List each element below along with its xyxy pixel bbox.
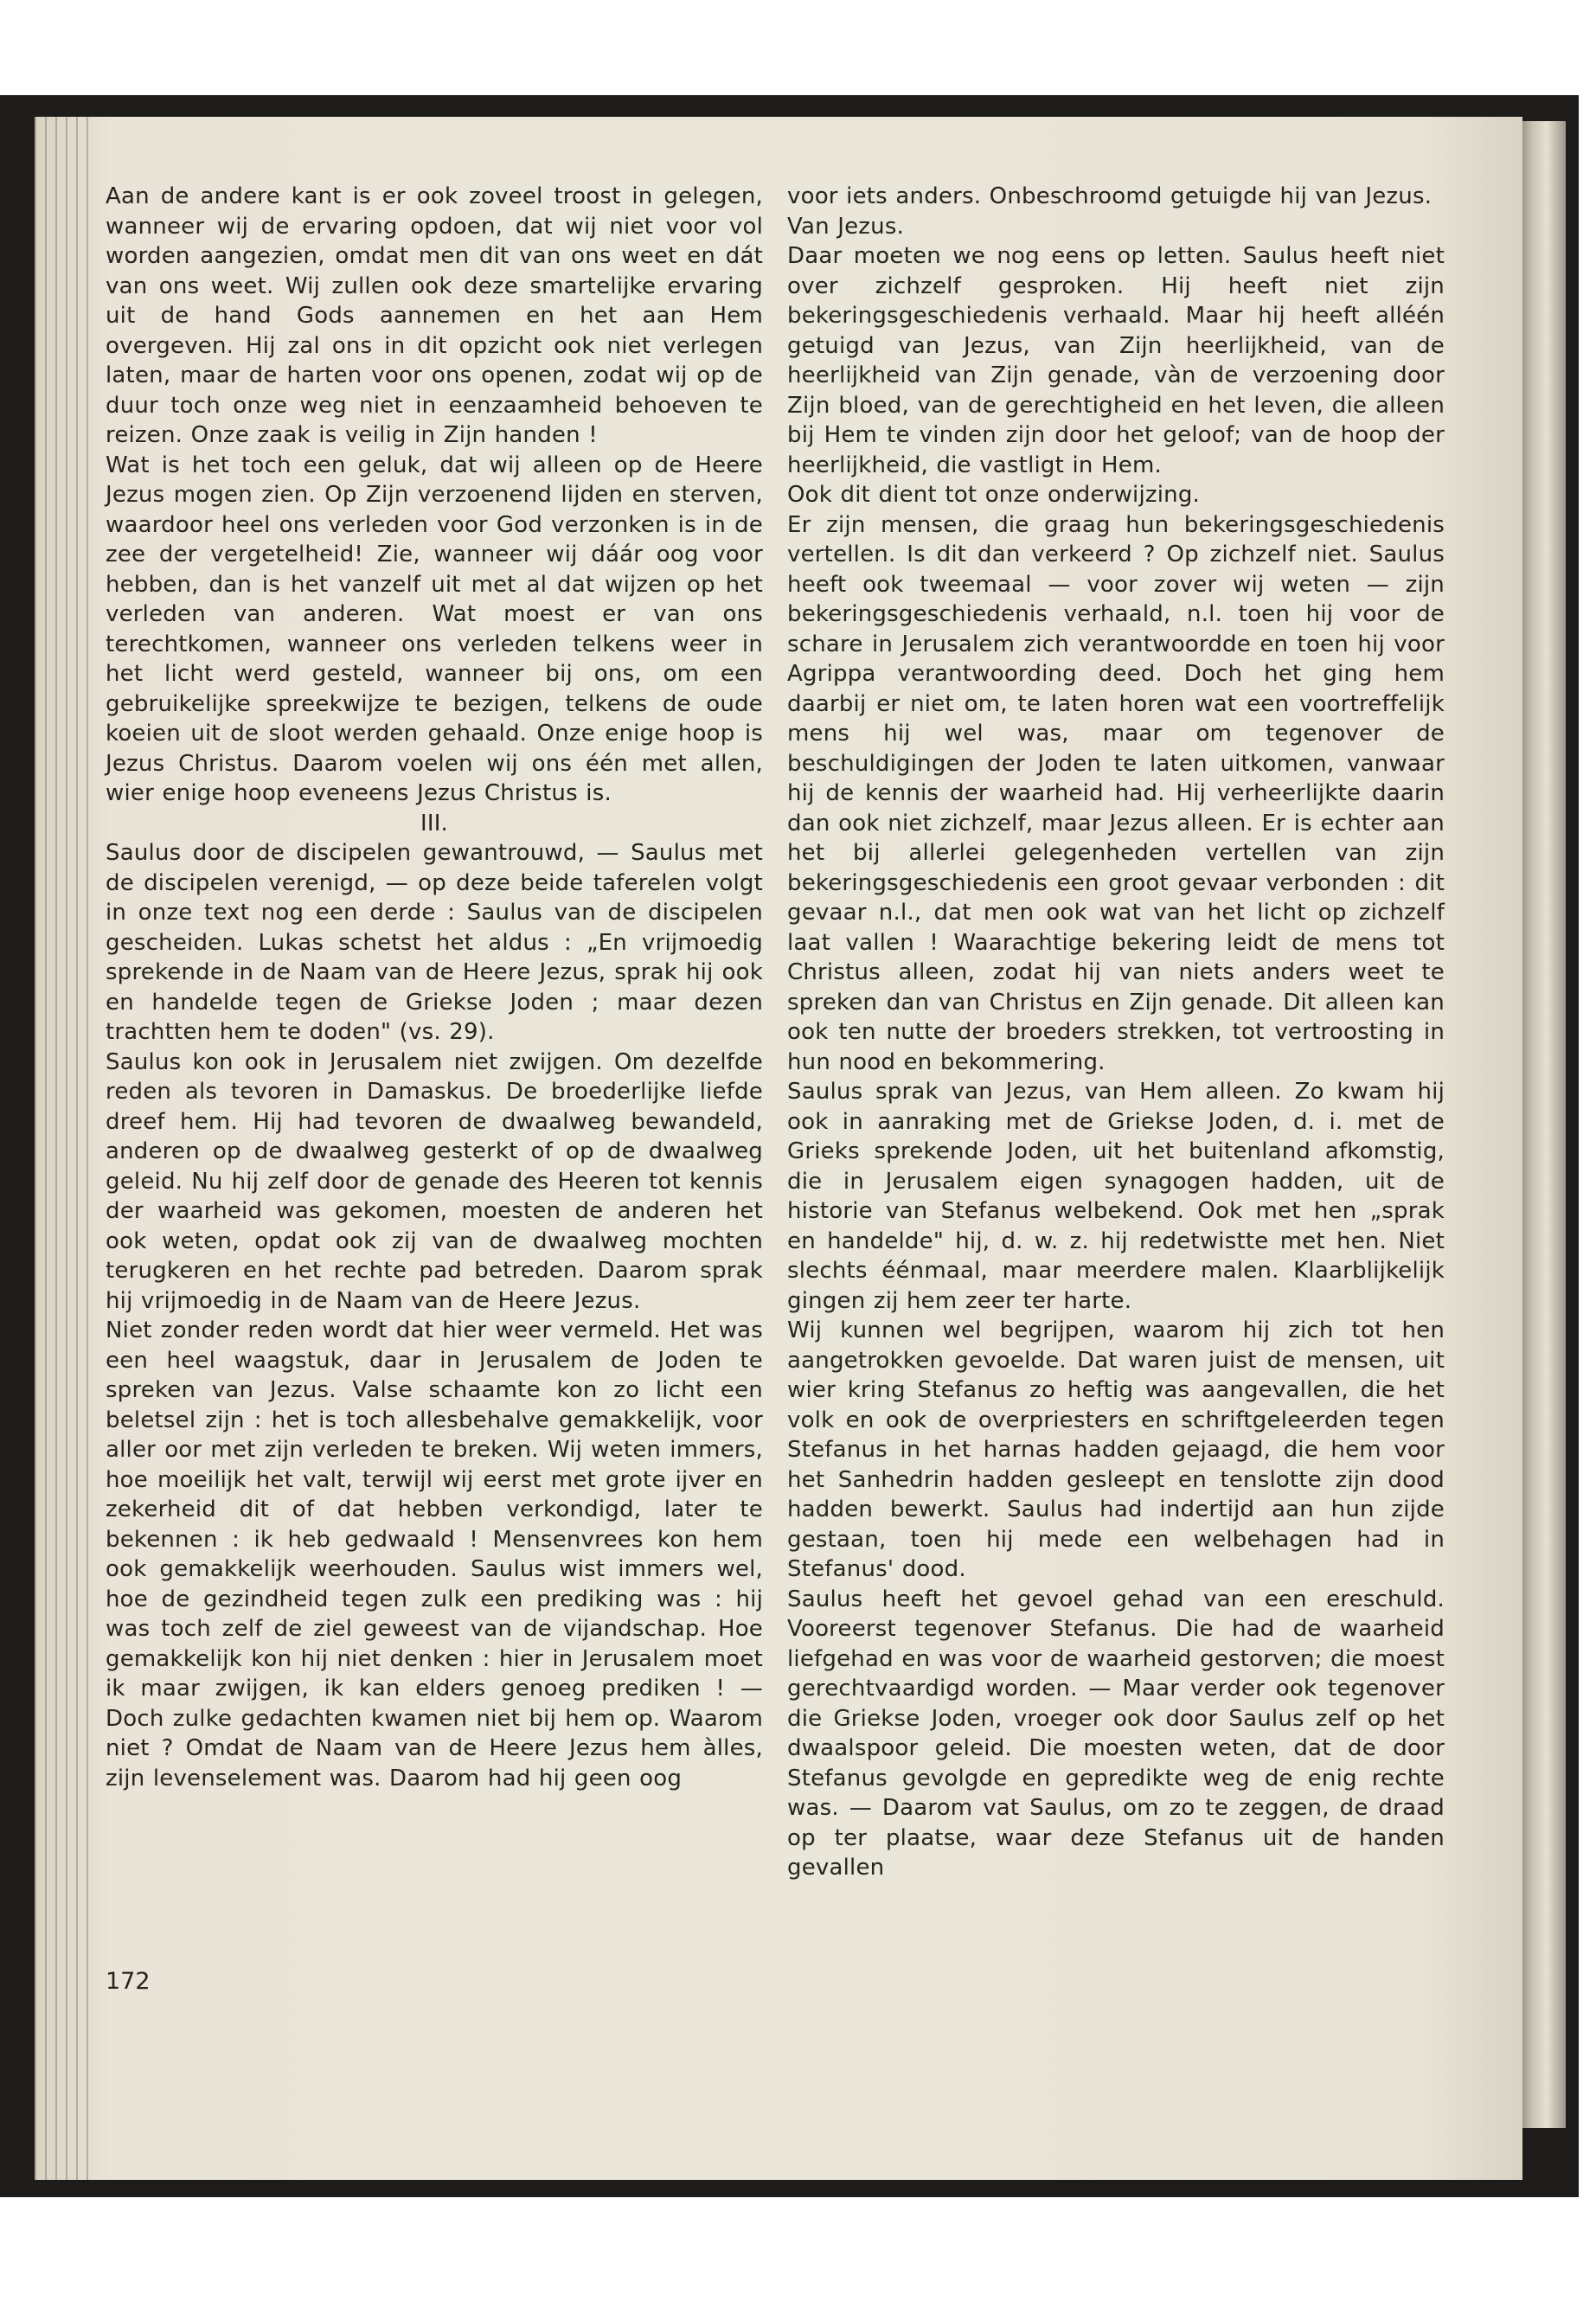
paragraph: Aan de andere kant is er ook zoveel troost in gelegen, wanneer wij de ervaring opdoen, dat wij niet voor vol worden aangezien, omdat men dit van ons weet en dát van ons weet. Wij zullen ook deze smartelijke ervaring uit de hand Gods aannemen en het aan Hem overgeven. Hij zal ons in dit opzicht ook niet verlegen laten, maar de harten voor ons openen, zodat wij op de duur toch onze weg niet in eenzaamheid behoeven te reizen. Onze zaak is veilig in Zijn handen ! bbox=[106, 183, 763, 448]
book-page-edges bbox=[1518, 121, 1566, 2128]
section-number: III. bbox=[420, 810, 449, 836]
paragraph: Saulus door de discipelen gewantrouwd, — Saulus met de discipelen verenigd, — op deze beide taferelen volgt in onze text nog een derde : Saulus van de discipelen gescheiden. Lukas schetst het aldus : „En vrijmoedig sprekende in de Naam van de Heere Jezus, sprak hij ook en handelde tegen de Griekse Joden ; maar dezen trachtten hem te doden" (vs. 29). bbox=[106, 840, 763, 1045]
page-gutter bbox=[35, 117, 95, 2180]
left-text-column bbox=[106, 182, 763, 1793]
paragraph: Saulus heeft het gevoel gehad van een ereschuld. Vooreerst tegenover Stefanus. Die had de waarheid liefgehad en was voor de waarheid gestorven; die moest gerechtvaardigd worden. — Maar verder ook tegenover die Griekse Joden, vroeger ook door Saulus zelf op het dwaalspoor geleid. Die moesten weten, dat de door Stefanus gevolgde en gepredikte weg de enig rechte was. — Daarom vat Saulus, om zo te zeggen, de draad op ter plaatse, waar deze Stefanus uit de handen gevallen bbox=[787, 1586, 1445, 1881]
paragraph: Wat is het toch een geluk, dat wij alleen op de Heere Jezus mogen zien. Op Zijn verzoenend lijden en sterven, waardoor heel ons verleden voor God verzonken is in de zee der vergetelheid! Zie, wanneer wij dáár oog voor hebben, dan is het vanzelf uit met al dat wijzen op het verleden van anderen. Wat moest er van ons terechtkomen, wanneer ons verleden telkens weer in het licht werd gesteld, wanneer bij ons, om een gebruikelijke spreekwijze te bezigen, telkens de oude koeien uit de sloot werden gehaald. Onze enige hoop is Jezus Christus. Daarom voelen wij ons één met allen, wier enige hoop eveneens Jezus Christus is. bbox=[106, 452, 763, 806]
paragraph: Wij kunnen wel begrijpen, waarom hij zich tot hen aangetrokken gevoelde. Dat waren juist de mensen, uit wier kring Stefanus zo heftig was aangevallen, die het volk en ook de overpriesters en schriftgeleerden tegen Stefanus in het harnas hadden gejaagd, die hem voor het Sanhedrin hadden gesleept en tenslotte zijn dood hadden bewerkt. Saulus had indertijd aan hun zijde gestaan, toen hij mede een welbehagen had in Stefanus' dood. bbox=[787, 1317, 1445, 1582]
page-number: 172 bbox=[106, 1968, 151, 1995]
paragraph: Saulus sprak van Jezus, van Hem alleen. Zo kwam hij ook in aanraking met de Griekse Joden, d. i. met de Grieks sprekende Joden, uit het buitenland afkomstig, die in Jerusalem eigen synagogen hadden, uit de historie van Stefanus welbekend. Ook met hen „sprak en handelde" hij, d. w. z. hij redetwistte met hen. Niet slechts éénmaal, maar meerdere malen. Klaarblijkelijk gingen zij hem zeer ter harte. bbox=[787, 1079, 1445, 1314]
right-text-column bbox=[787, 182, 1445, 1883]
paragraph: Ook dit dient tot onze onderwijzing. bbox=[787, 482, 1201, 508]
paragraph: Saulus kon ook in Jerusalem niet zwijgen. Om dezelfde reden als tevoren in Damaskus. De broederlijke liefde dreef hem. Hij had tevoren de dwaalweg bewandeld, anderen op de dwaalweg gesterkt of op de dwaalweg geleid. Nu hij zelf door de genade des Heeren tot kennis der waarheid was gekomen, moesten de anderen het ook weten, opdat ook zij van de dwaalweg mochten terugkeren en het rechte pad betreden. Daarom sprak hij vrijmoedig in de Naam van de Heere Jezus. bbox=[106, 1048, 763, 1314]
paragraph: voor iets anders. Onbeschroomd getuigde hij van Jezus. bbox=[787, 183, 1433, 209]
paragraph: Er zijn mensen, die graag hun bekeringsgeschiedenis vertellen. Is dit dan verkeerd ? Op zichzelf niet. Saulus heeft ook tweemaal — voor zover wij weten — zijn bekeringsgeschiedenis verhaald, n.l. toen hij voor de schare in Jerusalem zich verantwoordde en toen hij voor Agrippa verantwoording deed. Doch het ging hem daarbij er niet om, te laten horen wat een voortreffelijk mens hij wel was, maar om tegenover de beschuldigingen der Joden te laten uitkomen, vanwaar hij de kennis der waarheid had. Hij verheerlijkte daarin dan ook niet zichzelf, maar Jezus alleen. Er is echter aan het bij allerlei gelegenheden vertellen van zijn bekeringsgeschiedenis een groot gevaar verbonden : dit gevaar n.l., dat men ook wat van het licht op zichzelf laat vallen ! Waarachtige bekering leidt de mens tot Christus alleen, zodat hij van niets anders weet te spreken dan van Christus en Zijn genade. Dit alleen kan ook ten nutte der broeders strekken, tot vertroosting in hun nood en bekommering. bbox=[787, 511, 1445, 1075]
paragraph: Niet zonder reden wordt dat hier weer vermeld. Het was een heel waagstuk, daar in Jerusalem de Joden te spreken van Jezus. Valse schaamte kon zo licht een beletsel zijn : het is toch allesbehalve gemakkelijk, voor aller oor met zijn verleden te breken. Wij weten immers, hoe moeilijk het valt, terwijl wij eerst met grote ijver en zekerheid dit of dat hebben verkondigd, later te bekennen : ik heb gedwaald ! Mensenvrees kon hem ook gemakkelijk weerhouden. Saulus wist immers wel, hoe de gezindheid tegen zulk een prediking was : hij was toch zelf de ziel geweest van de vijandschap. Hoe gemakkelijk kon hij niet denken : hier in Jerusalem moet ik maar zwijgen, ik kan elders genoeg prediken ! — Doch zulke gedachten kwamen niet bij hem op. Waarom niet ? Omdat de Naam van de Heere Jezus hem àlles, zijn levenselement was. Daarom had hij geen oog bbox=[106, 1317, 763, 1791]
paragraph: Van Jezus. bbox=[787, 213, 905, 240]
paragraph: Daar moeten we nog eens op letten. Saulus heeft niet over zichzelf gesproken. Hij heeft niet zijn bekeringsgeschiedenis verhaald. Maar hij heeft alléén getuigd van Jezus, van Zijn heerlijkheid, van de heerlijkheid van Zijn genade, vàn de verzoening door Zijn bloed, van de gerechtigheid en het leven, die alleen bij Hem te vinden zijn door het geloof; van de hoop der heerlijkheid, die vastligt in Hem. bbox=[787, 243, 1445, 478]
